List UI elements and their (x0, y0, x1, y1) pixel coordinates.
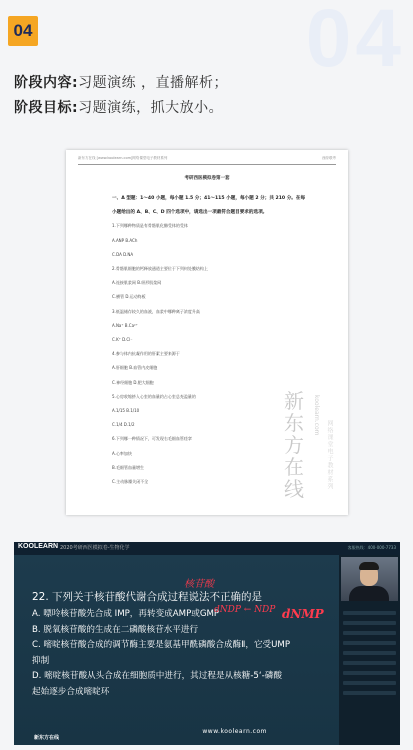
paper-title: 考研西医模拟卷第一套 (184, 176, 230, 181)
question-option: A. 嘌呤核苷酸先合成 IMP，再转变成AMP或GMP (32, 609, 220, 619)
sidebar-row (343, 661, 396, 665)
paper-line: B.毛细管血量增生 (112, 464, 145, 470)
sidebar-row (343, 651, 396, 655)
stage-content-value: 习题演练 ，直播解析； (78, 75, 229, 91)
stage-content-label: 阶段内容: (14, 75, 79, 91)
video-top-bar (14, 542, 400, 555)
paper-line: C.1/4 D.1/2 (112, 422, 135, 428)
sidebar-row (343, 691, 396, 695)
teacher-camera (341, 557, 398, 601)
question-option: 抑制 (32, 655, 50, 666)
paper-line: A.心率加快 (112, 450, 132, 456)
paper-line: 5.心房收缩挤入心室的血量约占心室总充盈量的 (112, 393, 196, 399)
annotation-2: dNDP ← NDP (214, 605, 276, 615)
brand-logo: KOOLEARN (18, 543, 59, 550)
paper-header-left: 新东方在线 [www.koolearn.com]网络课堂电子教材系列 (78, 156, 168, 160)
paper-watermark: 新东方在线 (284, 389, 304, 501)
teacher-hair (359, 562, 379, 570)
sidebar-row (343, 681, 396, 685)
annotation-1: 核苷酸 (184, 579, 214, 590)
video-sidebar (339, 555, 400, 745)
paper-line: C.DA D.NA (112, 251, 134, 257)
stage-content-line (14, 72, 228, 92)
paper-line: C.神经细胞 D.肥大细胞 (112, 379, 154, 385)
paper-line: 1.下列哪种物质是有骨骼肌化酶受体的受体 (112, 223, 188, 229)
paper-line: A.Na⁺ B.Ca²⁺ (112, 322, 138, 328)
sidebar-row (343, 621, 396, 625)
lecture-video-frame[interactable] (14, 542, 400, 745)
paper-line: A.肝细胞 B.血管内皮细胞 (112, 365, 158, 371)
section-number-watermark: 04 (305, 0, 405, 84)
stage-goal-line (14, 97, 223, 117)
hotline-text: 客服热线：400-000-7733 (347, 545, 396, 550)
course-title: 2020考研西医模拟卷-生物化学 (60, 545, 130, 551)
paper-line: 2.骨骼肌细胞的钙释放通道主要位于下列何处膜结构上 (112, 266, 208, 271)
question-option: B. 脱氧核苷酸的生成在二磷酸核苷水平进行 (32, 624, 199, 635)
paper-line: 一、A 型题：1～40 小题，每小题 1.5 分；41～115 小题，每小题 2 分；共 210 分。在每 (112, 196, 306, 201)
section-badge: 04 (8, 16, 38, 46)
paper-header-right: 西综联考 (322, 156, 336, 160)
stage-goal-label: 阶段目标: (14, 100, 79, 116)
sidebar-row (343, 631, 396, 635)
paper-line: 小题给出的 A、B、C、D 四个选项中，请选出一项最符合题目要求的选项。 (112, 210, 268, 216)
sidebar-row (343, 611, 396, 615)
teacher-body (349, 586, 389, 601)
exam-paper-preview (66, 150, 348, 515)
stage-goal-value: 习题演练，抓大放小。 (78, 100, 224, 116)
paper-header (78, 156, 336, 165)
sidebar-row (343, 671, 396, 675)
paper-line: 3.低温储存较久的血液，血浆中哪种离子浓度升高 (112, 308, 200, 314)
question-option: D. 嘧啶核苷酸从头合成在细胞质中进行，其过程是从核糖-5‘-磷酸 (32, 671, 282, 681)
question-text: 22. 下列关于核苷酸代谢合成过程说法不正确的是 (32, 591, 263, 603)
paper-line: 6.下列哪一种情况下，可发现右毛细血管痉挛 (112, 436, 192, 442)
paper-line: C.横管 D.运动终板 (112, 294, 146, 300)
question-option: 起始逐步合成嘧啶环 (32, 686, 110, 697)
paper-line: A.1/15 B.1/10 (112, 408, 140, 413)
site-url: www.koolearn.com (202, 728, 267, 735)
paper-watermark-subtitle: 网络课堂电子教材系列 (326, 420, 333, 490)
footer-brand: 新东方在线 (34, 735, 60, 741)
lecture-slide (14, 555, 339, 745)
paper-line: C.主动脉瓣关闭不全 (112, 479, 149, 484)
paper-line: A.连接肌浆网 B.纵形肌浆网 (112, 280, 162, 286)
annotation-3: dNMP (282, 607, 324, 621)
sidebar-row (343, 641, 396, 645)
paper-line: 4.参与体内抗凝作用的肝素主要来源于 (112, 351, 180, 357)
paper-line: A.ANP B.ACh (112, 237, 138, 243)
question-option: C. 嘧啶核苷酸合成的调节酶主要是氨基甲酰磷酸合成酶Ⅱ，它受UMP (32, 640, 291, 650)
paper-watermark-url: koolearn.com (313, 395, 320, 436)
paper-line: C.K⁺ D.Cl⁻ (112, 337, 133, 342)
